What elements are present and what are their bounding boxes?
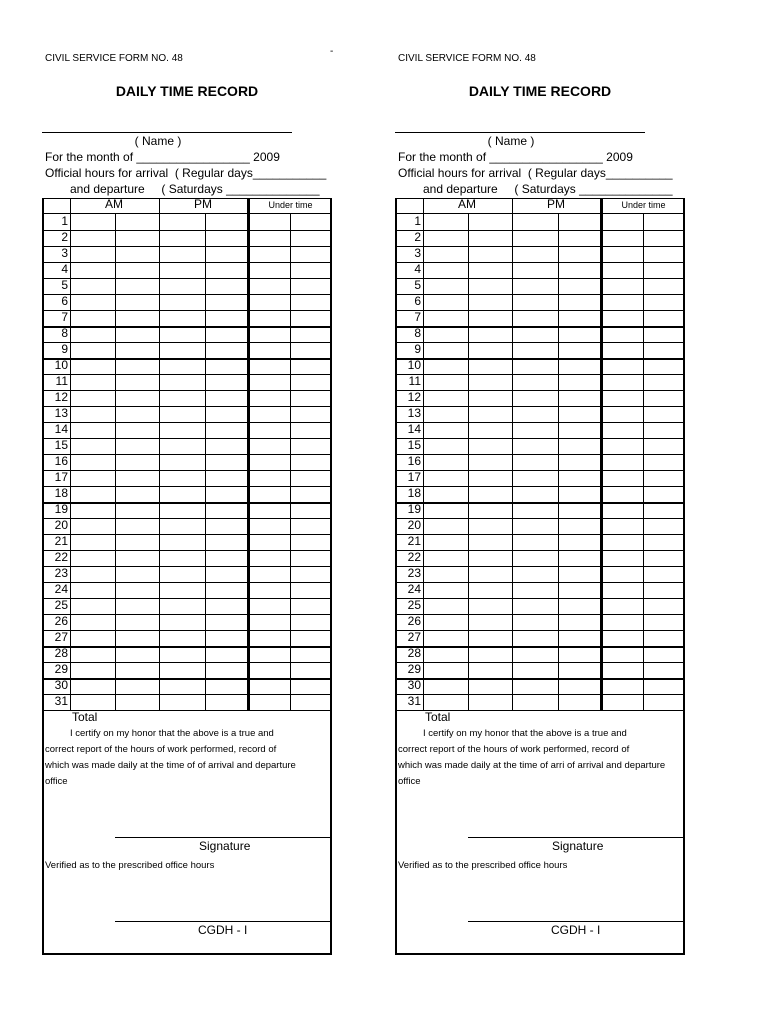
table-row-line bbox=[42, 582, 332, 598]
day-number: 3 bbox=[414, 246, 421, 260]
form-number: CIVIL SERVICE FORM NO. 48 bbox=[45, 53, 183, 64]
day-number: 11 bbox=[55, 374, 68, 388]
day-number: 11 bbox=[408, 374, 421, 388]
day-number: 6 bbox=[61, 294, 68, 308]
verified-text: Verified as to the prescribed office hours bbox=[398, 860, 568, 871]
day-number: 12 bbox=[407, 390, 421, 404]
table-row-line bbox=[395, 646, 685, 662]
certification-text bbox=[398, 726, 688, 790]
form-title: DAILY TIME RECORD bbox=[115, 83, 259, 99]
day-number: 21 bbox=[407, 534, 421, 548]
verifier-signature-line[interactable] bbox=[115, 921, 332, 922]
day-number: 17 bbox=[407, 470, 421, 484]
name-label: ( Name ) bbox=[134, 134, 182, 148]
cgdh-label: CGDH - I bbox=[198, 923, 248, 937]
day-number: 21 bbox=[54, 534, 68, 548]
pm-header: PM bbox=[194, 197, 212, 211]
table-row-line bbox=[395, 630, 685, 646]
day-number: 20 bbox=[54, 518, 68, 532]
verified-text: Verified as to the prescribed office hours bbox=[45, 860, 215, 871]
total-label: Total bbox=[425, 710, 451, 724]
table-row-line bbox=[42, 406, 332, 422]
day-number: 16 bbox=[54, 454, 68, 468]
table-row-line bbox=[42, 454, 332, 470]
day-number: 28 bbox=[54, 646, 68, 660]
table-row-line bbox=[395, 310, 685, 326]
day-number: 26 bbox=[407, 614, 421, 628]
month-line: For the month of _________________ 2009 bbox=[398, 150, 633, 164]
day-number: 6 bbox=[414, 294, 421, 308]
table-row-line bbox=[395, 470, 685, 486]
cert-line: office bbox=[45, 776, 68, 787]
day-number: 7 bbox=[61, 310, 68, 324]
regular-days-line: Official hours for arrival ( Regular days___________ bbox=[45, 166, 327, 180]
name-label: ( Name ) bbox=[487, 134, 535, 148]
cert-line: I certify on my honor that the above is a true and bbox=[70, 728, 274, 739]
table-row-line bbox=[42, 694, 332, 710]
month-line: For the month of _________________ 2009 bbox=[45, 150, 280, 164]
day-number: 18 bbox=[407, 486, 421, 500]
day-number: 15 bbox=[54, 438, 68, 452]
day-number: 8 bbox=[414, 326, 421, 340]
day-number: 27 bbox=[407, 630, 421, 644]
table-row-line bbox=[42, 518, 332, 534]
table-row-line bbox=[395, 598, 685, 614]
table-row-line bbox=[42, 310, 332, 326]
table-row-line bbox=[42, 246, 332, 262]
signature-label: Signature bbox=[199, 839, 251, 853]
undertime-header: Under time bbox=[621, 200, 666, 210]
am-header: AM bbox=[458, 197, 476, 211]
day-number: 4 bbox=[414, 262, 421, 276]
table-row-line bbox=[395, 246, 685, 262]
form-title: DAILY TIME RECORD bbox=[468, 83, 612, 99]
day-number: 15 bbox=[407, 438, 421, 452]
day-number: 2 bbox=[61, 230, 68, 244]
table-row-line bbox=[42, 566, 332, 582]
day-number: 22 bbox=[54, 550, 68, 564]
signature-label: Signature bbox=[552, 839, 604, 853]
table-row-line bbox=[42, 502, 332, 518]
cert-line: correct report of the hours of work performed, record of bbox=[398, 744, 630, 755]
day-number: 27 bbox=[54, 630, 68, 644]
table-row-line bbox=[42, 534, 332, 550]
saturdays-line: and departure ( Saturdays ______________ bbox=[70, 182, 320, 196]
table-row-line bbox=[42, 598, 332, 614]
day-number: 14 bbox=[407, 422, 421, 436]
table-row-line bbox=[395, 550, 685, 566]
table-row-line bbox=[395, 518, 685, 534]
table-row-line bbox=[42, 213, 332, 229]
day-number: 9 bbox=[61, 342, 68, 356]
table-row-line bbox=[395, 262, 685, 278]
day-number: 18 bbox=[54, 486, 68, 500]
table-row-line bbox=[42, 646, 332, 662]
table-row-line bbox=[42, 422, 332, 438]
day-number: 28 bbox=[407, 646, 421, 660]
day-number: 3 bbox=[61, 246, 68, 260]
day-number: 12 bbox=[54, 390, 68, 404]
day-number: 31 bbox=[407, 694, 421, 708]
table-row-line bbox=[395, 582, 685, 598]
table-row-line bbox=[42, 230, 332, 246]
table-row-line bbox=[42, 390, 332, 406]
table-row-line bbox=[42, 662, 332, 678]
signature-line[interactable] bbox=[115, 837, 332, 838]
day-number: 25 bbox=[54, 598, 68, 612]
table-row-line bbox=[395, 406, 685, 422]
table-row-line bbox=[395, 422, 685, 438]
day-number: 29 bbox=[54, 662, 68, 676]
table-row-line bbox=[395, 502, 685, 518]
day-number: 30 bbox=[54, 678, 68, 692]
table-row-line bbox=[42, 470, 332, 486]
cert-line: office bbox=[398, 776, 421, 787]
table-row-line bbox=[42, 550, 332, 566]
form-number: CIVIL SERVICE FORM NO. 48 bbox=[398, 53, 536, 64]
day-number: 2 bbox=[414, 230, 421, 244]
table-row-line bbox=[42, 278, 332, 294]
day-number: 23 bbox=[407, 566, 421, 580]
verifier-signature-line[interactable] bbox=[468, 921, 685, 922]
table-row-line bbox=[42, 262, 332, 278]
table-row-line bbox=[395, 678, 685, 694]
table-row-line bbox=[395, 358, 685, 374]
day-number: 31 bbox=[54, 694, 68, 708]
day-number: 4 bbox=[61, 262, 68, 276]
table-row-line bbox=[395, 278, 685, 294]
cert-line: I certify on my honor that the above is a true and bbox=[423, 728, 627, 739]
pm-header: PM bbox=[547, 197, 565, 211]
day-number: 16 bbox=[407, 454, 421, 468]
day-number: 10 bbox=[407, 358, 421, 372]
table-row-line bbox=[395, 230, 685, 246]
table-row-line bbox=[395, 374, 685, 390]
day-number: 19 bbox=[54, 502, 68, 516]
table-row-line bbox=[395, 566, 685, 582]
day-number: 24 bbox=[407, 582, 421, 596]
day-number: 24 bbox=[54, 582, 68, 596]
stray-mark: - bbox=[330, 46, 334, 57]
table-row-line bbox=[42, 342, 332, 358]
table-row-line bbox=[395, 390, 685, 406]
day-number: 30 bbox=[407, 678, 421, 692]
day-number: 19 bbox=[407, 502, 421, 516]
day-number: 5 bbox=[414, 278, 421, 292]
cgdh-label: CGDH - I bbox=[551, 923, 601, 937]
day-number: 25 bbox=[407, 598, 421, 612]
day-number: 1 bbox=[61, 214, 68, 228]
cert-line: which was made daily at the time of arri of arrival and departure bbox=[398, 760, 666, 771]
day-number: 26 bbox=[54, 614, 68, 628]
name-line[interactable] bbox=[42, 132, 292, 133]
undertime-header: Under time bbox=[268, 200, 313, 210]
day-number: 29 bbox=[407, 662, 421, 676]
signature-line[interactable] bbox=[468, 837, 685, 838]
day-number: 9 bbox=[414, 342, 421, 356]
day-number: 10 bbox=[54, 358, 68, 372]
day-number: 14 bbox=[54, 422, 68, 436]
day-number: 22 bbox=[407, 550, 421, 564]
table-row-line bbox=[395, 326, 685, 342]
name-line[interactable] bbox=[395, 132, 645, 133]
table-row-line bbox=[42, 374, 332, 390]
table-row-line bbox=[395, 438, 685, 454]
table-row-line bbox=[395, 614, 685, 630]
day-number: 23 bbox=[54, 566, 68, 580]
regular-days-line: Official hours for arrival ( Regular days__________ bbox=[398, 166, 673, 180]
day-number: 17 bbox=[54, 470, 68, 484]
table-row-line bbox=[395, 342, 685, 358]
am-header: AM bbox=[105, 197, 123, 211]
certification-text bbox=[45, 726, 335, 790]
table-row-line bbox=[42, 678, 332, 694]
table-row-line bbox=[42, 326, 332, 342]
table-row-line bbox=[395, 294, 685, 310]
day-number: 5 bbox=[61, 278, 68, 292]
table-row-line bbox=[395, 454, 685, 470]
saturdays-line: and departure ( Saturdays ______________ bbox=[423, 182, 673, 196]
table-row-line bbox=[42, 486, 332, 502]
table-row-line bbox=[42, 438, 332, 454]
table-row-line bbox=[395, 213, 685, 229]
total-label: Total bbox=[72, 710, 98, 724]
day-number: 7 bbox=[414, 310, 421, 324]
day-number: 20 bbox=[407, 518, 421, 532]
day-number: 13 bbox=[407, 406, 421, 420]
day-number: 13 bbox=[54, 406, 68, 420]
table-row-line bbox=[395, 662, 685, 678]
table-row-line bbox=[42, 358, 332, 374]
day-number: 8 bbox=[61, 326, 68, 340]
cert-line: correct report of the hours of work performed, record of bbox=[45, 744, 277, 755]
cert-line: which was made daily at the time of of arrival and departure bbox=[45, 760, 296, 771]
table-row-line bbox=[42, 294, 332, 310]
table-row-line bbox=[42, 614, 332, 630]
table-row-line bbox=[395, 694, 685, 710]
table-row-line bbox=[395, 534, 685, 550]
day-number: 1 bbox=[414, 214, 421, 228]
table-row-line bbox=[42, 630, 332, 646]
table-row-line bbox=[395, 486, 685, 502]
